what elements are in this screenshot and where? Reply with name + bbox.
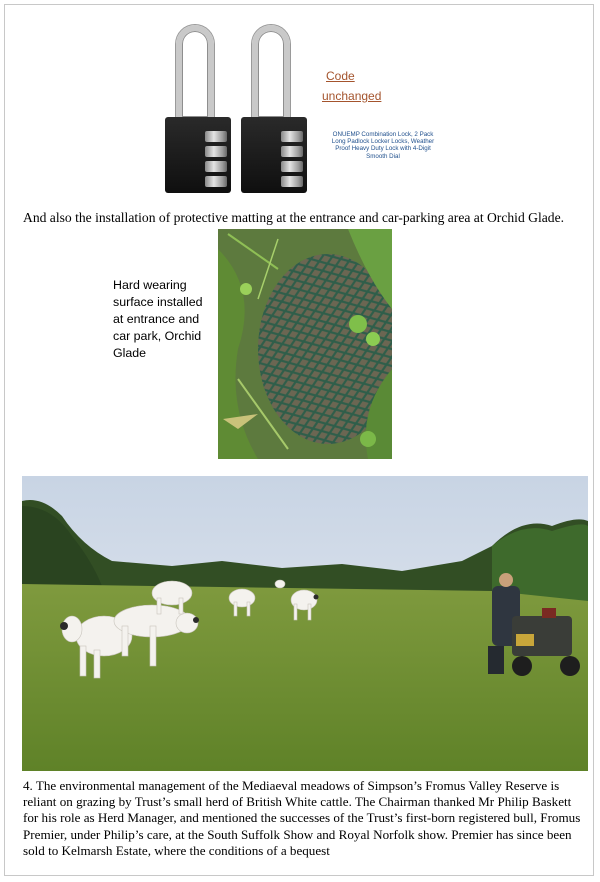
document-page [4,4,594,876]
padlock-image-1 [163,25,233,197]
padlock-caption: ONUEMP Combination Lock, 2 Pack Long Padlock Locker Locks, Weather Proof Heavy Duty Lock with 4-Digit Smooth Dial [331,131,435,160]
code-unchanged-line2[interactable]: unchanged [322,89,382,103]
padlock-image-2 [239,25,309,197]
code-unchanged-line1[interactable]: Code [326,69,355,83]
body-paragraph: 4. The environmental management of the Mediaeval meadows of Simpson’s Fromus Valley Reserve is reliant on grazing by Trust’s small herd of British White cattle. The Chairman thanked Mr Philip Baskett for his role as Herd Manager, and mentioned the successes of the Trust’s first-born registered bull, Fromus Premier, under Philip’s care, at the South Suffolk Show and Royal Norfolk show. Premier has since been sold to Kelmarsh Estate, where the conditions of a bequest [23,778,581,858]
matting-sentence: And also the installation of protective matting at the entrance and car-parking area at Orchid Glade. [23,210,564,225]
matting-caption: Hard wearing surface installed at entrance and car park, Orchid Glade [113,278,203,360]
matting-photo [218,229,392,459]
cattle-field-photo [22,476,588,771]
